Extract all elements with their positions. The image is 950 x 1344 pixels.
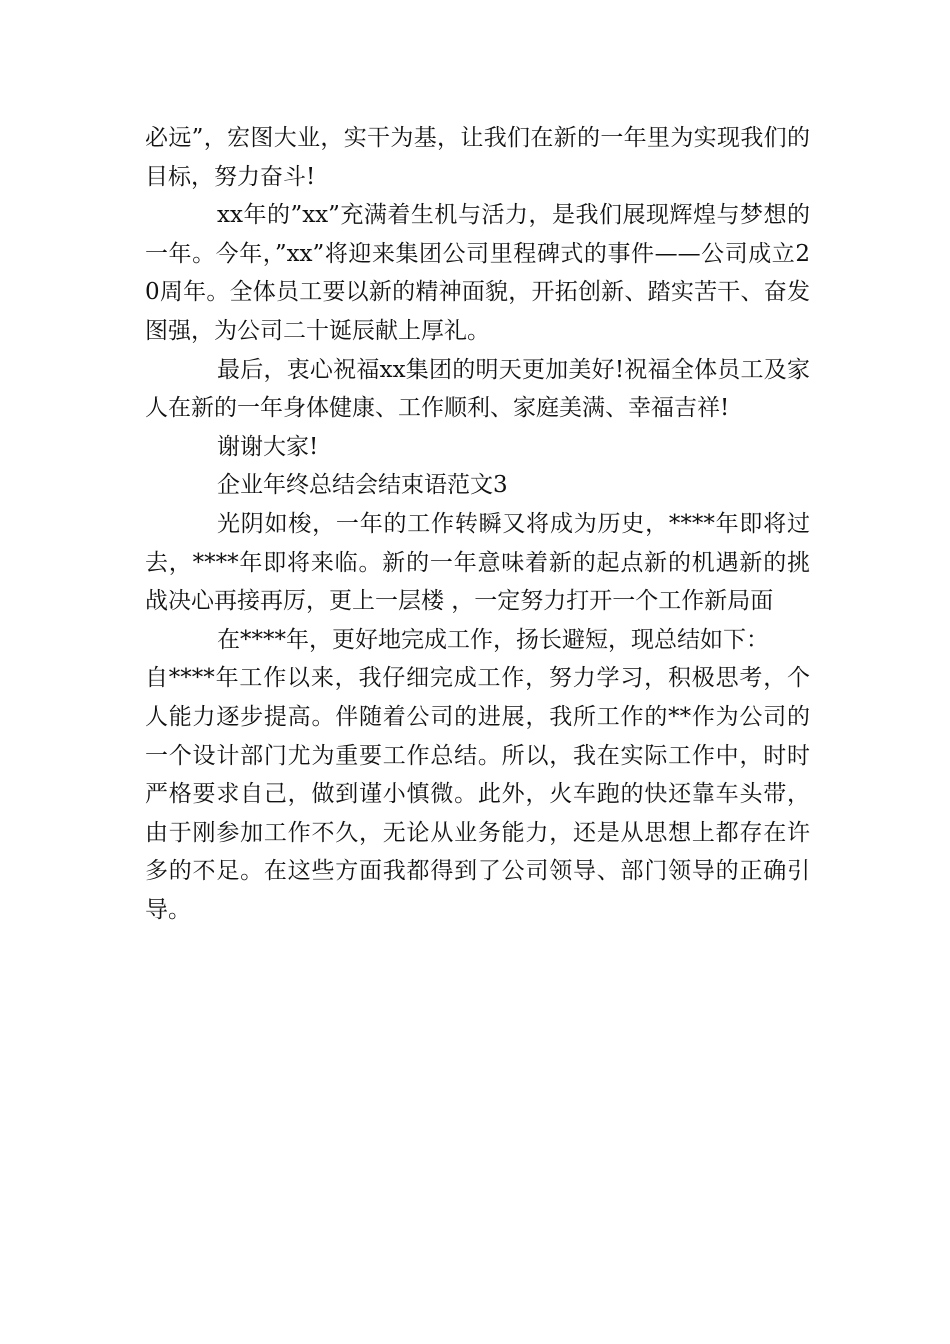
paragraph-thanks: 谢谢大家! bbox=[217, 433, 319, 460]
paragraph-intro: 光阴如梭，一年的工作转瞬又将成为历史，****年即将过去，****年即将来临。新的一年意味着新的起点新的机遇新的挑战决心再接再厉，更上一层楼 ，一定努力打开一个工作新局面 bbox=[145, 510, 810, 615]
paragraph-summary-body: 自****年工作以来，我仔细完成工作，努力学习，积极思考，个人能力逐步提高。伴随着公司的进展，我所工作的**作为公司的一个设计部门尤为重要工作总结。所以，我在实际工作中，时时严格要求自己，做到谨小慎微。此外，火车跑的快还靠车头带，由于刚参加工作不久，无论从业务能力，还是从思想上都存在许多的不足。在这些方面我都得到了公司领导、部门领导的正确引导。 bbox=[145, 665, 810, 923]
paragraph-summary-lead: 在****年，更好地完成工作，扬长避短，现总结如下： bbox=[217, 626, 769, 653]
paragraph-anniversary: xx年的”xx”充满着生机与活力，是我们展现辉煌与梦想的一年。今年，”xx”将迎来集团公司里程碑式的事件——公司成立20周年。全体员工要以新的精神面貌，开拓创新、踏实苦干、奋发图强，为公司二十诞辰献上厚礼。 bbox=[145, 202, 810, 344]
paragraph-continuation: 必远”，宏图大业，实干为基，让我们在新的一年里为实现我们的目标，努力奋斗! bbox=[145, 125, 810, 190]
document-body bbox=[145, 119, 810, 929]
paragraph-blessing: 最后，衷心祝福xx集团的明天更加美好!祝福全体员工及家人在新的一年身体健康、工作顺利、家庭美满、幸福吉祥! bbox=[145, 356, 810, 422]
section-heading: 企业年终总结会结束语范文3 bbox=[217, 472, 508, 499]
